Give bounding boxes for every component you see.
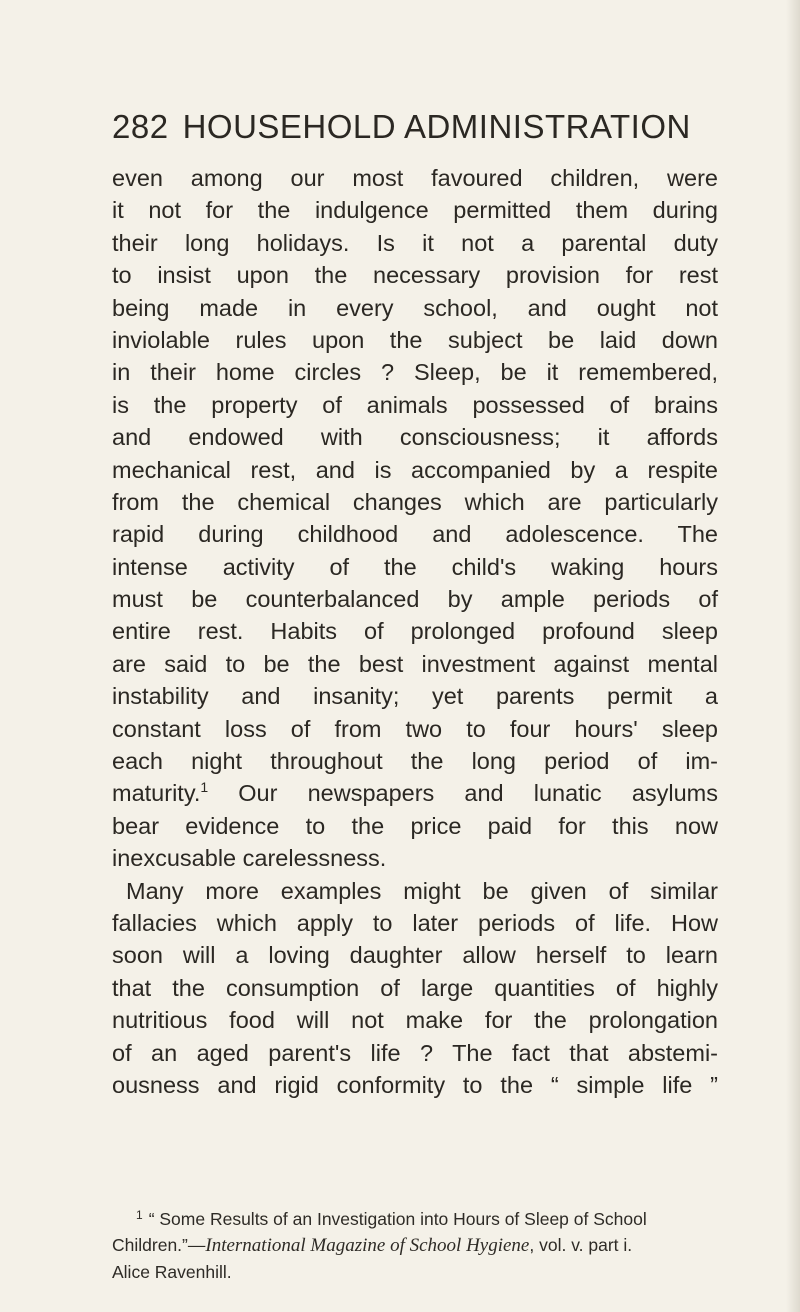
running-title: HOUSEHOLD ADMINISTRATION bbox=[182, 108, 691, 145]
text-line: are said to be the best investment against mental bbox=[112, 650, 718, 677]
text-line-with-footnote-ref bbox=[112, 777, 718, 809]
footnote bbox=[112, 1206, 718, 1285]
text-line: inviolable rules upon the subject be laid down bbox=[112, 326, 718, 353]
text-line: intense activity of the child's waking hours bbox=[112, 553, 718, 580]
footnote-reference: 1 bbox=[200, 779, 209, 796]
running-header bbox=[112, 108, 712, 146]
text-line: is the property of animals possessed of brains bbox=[112, 391, 718, 418]
footnote-source-title: International Magazine of School Hygiene bbox=[205, 1235, 530, 1256]
text-line: to insist upon the necessary provision for rest bbox=[112, 262, 718, 289]
text-line: their long holidays. Is it not a parental duty bbox=[112, 229, 718, 256]
text-line: entire rest. Habits of prolonged profound sleep bbox=[112, 618, 718, 645]
text-line: mechanical rest, and is accompanied by a respite bbox=[112, 456, 718, 483]
text-line: it not for the indulgence permitted them during bbox=[112, 197, 718, 224]
footnote-line bbox=[112, 1232, 718, 1259]
footnote-text: Children.”— bbox=[112, 1235, 206, 1255]
text-line: soon will a loving daughter allow herself to learn bbox=[112, 942, 718, 969]
page-edge-shadow bbox=[786, 0, 800, 1312]
text-line: being made in every school, and ought not bbox=[112, 294, 718, 321]
paragraph-end-line: inexcusable carelessness. bbox=[112, 845, 387, 872]
footnote-text: “ Some Results of an Investigation into Hours of Sleep of School bbox=[148, 1209, 647, 1229]
paragraph-start-line: Many more examples might be given of similar bbox=[126, 877, 718, 904]
text-line: each night throughout the long period of im- bbox=[112, 748, 718, 775]
text-line: nutritious food will not make for the prolongation bbox=[112, 1007, 718, 1034]
text-fragment: maturity. bbox=[112, 780, 201, 807]
text-line: fallacies which apply to later periods of life. How bbox=[112, 909, 718, 936]
text-line: from the chemical changes which are particularly bbox=[112, 488, 718, 515]
text-line: must be counterbalanced by ample periods of bbox=[112, 586, 718, 613]
text-line: and endowed with consciousness; it affords bbox=[112, 424, 718, 451]
footnote-line bbox=[112, 1206, 718, 1232]
text-line: instability and insanity; yet parents permit a bbox=[112, 683, 718, 710]
body-text bbox=[112, 162, 718, 1101]
text-line: that the consumption of large quantities of highly bbox=[112, 974, 718, 1001]
text-line: bear evidence to the price paid for this now bbox=[112, 812, 718, 839]
text-line: rapid during childhood and adolescence. The bbox=[112, 521, 718, 548]
text-line: of an aged parent's life ? The fact that abstemi- bbox=[112, 1039, 718, 1066]
text-fragment: Our newspapers and lunatic asylums bbox=[208, 780, 718, 807]
text-line: ousness and rigid conformity to the “ simple life ” bbox=[112, 1071, 718, 1098]
text-line: even among our most favoured children, were bbox=[112, 165, 718, 191]
footnote-text: , vol. v. part i. bbox=[529, 1235, 633, 1255]
text-line: in their home circles ? Sleep, be it remembered, bbox=[112, 359, 718, 386]
footnote-mark: 1 bbox=[136, 1208, 143, 1222]
page-number: 282 bbox=[112, 108, 169, 145]
footnote-author: Alice Ravenhill. bbox=[112, 1262, 232, 1282]
text-line: constant loss of from two to four hours' sleep bbox=[112, 715, 718, 742]
